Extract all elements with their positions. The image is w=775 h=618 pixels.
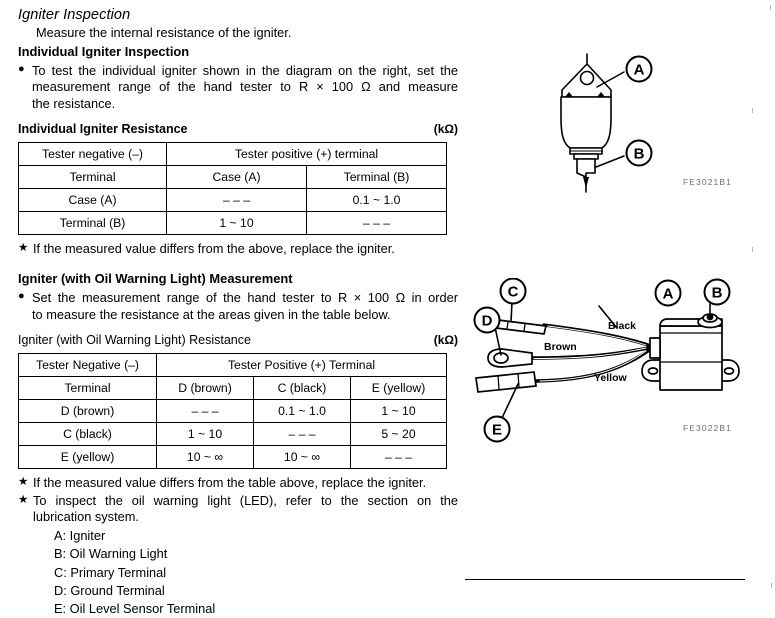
svg-text:C: C bbox=[507, 283, 519, 301]
figure-igniter-oil-warning-light bbox=[470, 278, 770, 443]
table-1-cell-1-0: 1 ~ 10 bbox=[167, 212, 307, 235]
table-2-col-header-0: D (brown) bbox=[157, 376, 254, 399]
table-1-cell-0-1: 0.1 ~ 1.0 bbox=[307, 189, 447, 212]
bullet-2-line-2: to measure the resistance at the areas given in the table below. bbox=[32, 306, 391, 322]
crop-tick-right-mid bbox=[752, 247, 753, 252]
crop-tick-right-upper bbox=[752, 108, 753, 113]
figure-1-code: FE3021B1 bbox=[683, 177, 732, 187]
svg-text:A: A bbox=[633, 61, 645, 79]
text-column bbox=[18, 6, 458, 618]
table-row bbox=[19, 189, 447, 212]
table-2-cell-0-1: 0.1 ~ 1.0 bbox=[254, 399, 351, 422]
table-row bbox=[19, 212, 447, 235]
bullet-dot-icon: ● bbox=[18, 62, 25, 75]
ground-terminal-d bbox=[488, 349, 532, 367]
legend-item-c: C: Primary Terminal bbox=[54, 564, 167, 580]
callout-e bbox=[485, 417, 510, 442]
note-3-line-2: lubrication system. bbox=[33, 509, 139, 525]
note-3-line-1: To inspect the oil warning light (LED), refer to the section on the bbox=[33, 492, 458, 508]
callout-c bbox=[501, 279, 526, 304]
primary-terminal-c bbox=[496, 320, 546, 334]
bullet-1-line-3: the resistance. bbox=[32, 96, 116, 112]
bullet-2-line-1: Set the measurement range of the hand tester to R × 100 Ω in order bbox=[32, 289, 458, 305]
legend-item-e: E: Oil Level Sensor Terminal bbox=[54, 600, 216, 616]
wire-label-yellow: Yellow bbox=[594, 372, 627, 384]
note-3 bbox=[18, 493, 458, 527]
figure-individual-igniter bbox=[540, 40, 775, 205]
table-2-cell-0-2: 1 ~ 10 bbox=[351, 399, 447, 422]
bullet-paragraph-2 bbox=[18, 290, 458, 324]
table-2-col-header-1: C (black) bbox=[254, 376, 351, 399]
table-row bbox=[19, 376, 447, 399]
bullet-paragraph-1 bbox=[18, 63, 458, 114]
table-1-caption: Individual Igniter Resistance bbox=[18, 122, 188, 137]
table-2-caption: Igniter (with Oil Warning Light) Resistance bbox=[18, 332, 251, 347]
wire-label-black: Black bbox=[608, 320, 637, 332]
star-icon: ★ bbox=[18, 242, 29, 255]
table-row bbox=[19, 445, 447, 468]
svg-text:D: D bbox=[481, 312, 493, 330]
table-1-col-header-0: Case (A) bbox=[167, 166, 307, 189]
note-1 bbox=[18, 241, 458, 258]
bullet-1-line-1: To test the individual igniter shown in the diagram on the right, set the bbox=[32, 62, 458, 78]
oil-warning-light-resistance-table bbox=[18, 353, 447, 469]
callout-legend bbox=[54, 527, 458, 618]
page-footer-rule bbox=[465, 579, 745, 580]
table-2-cell-1-0: 1 ~ 10 bbox=[157, 422, 254, 445]
table-2-col-header-2: E (yellow) bbox=[351, 376, 447, 399]
table-1-row-0-label: Case (A) bbox=[19, 189, 167, 212]
table-2-unit: (kΩ) bbox=[433, 332, 458, 347]
svg-text:A: A bbox=[662, 285, 674, 303]
table-1-row-1-label: Terminal (B) bbox=[19, 212, 167, 235]
wire-label-brown: Brown bbox=[544, 341, 577, 353]
note-1-text: If the measured value differs from the above, replace the igniter. bbox=[33, 241, 395, 257]
legend-item-d: D: Ground Terminal bbox=[54, 582, 165, 598]
table-2-row-1-label: C (black) bbox=[19, 422, 157, 445]
table-1-caption-row bbox=[18, 122, 458, 137]
svg-text:E: E bbox=[491, 421, 503, 439]
star-icon: ★ bbox=[18, 475, 29, 488]
intro-text: Measure the internal resistance of the igniter. bbox=[36, 25, 292, 41]
crop-tick-bottom-right bbox=[771, 583, 772, 588]
table-1-cell-1-1: – – – bbox=[307, 212, 447, 235]
table-1-header-right: Tester positive (+) terminal bbox=[167, 143, 447, 166]
note-2 bbox=[18, 475, 458, 492]
table-2-cell-2-0: 10 ~ ∞ bbox=[157, 445, 254, 468]
subsection-title-igniter-oil-warning-light: Igniter (with Oil Warning Light) Measurement bbox=[18, 271, 293, 287]
table-1-col-header-1: Terminal (B) bbox=[307, 166, 447, 189]
table-2-cell-2-2: – – – bbox=[351, 445, 447, 468]
table-1-subheader-left: Terminal bbox=[19, 166, 167, 189]
table-2-cell-2-1: 10 ~ ∞ bbox=[254, 445, 351, 468]
individual-igniter-resistance-table bbox=[18, 142, 447, 235]
star-icon: ★ bbox=[18, 493, 29, 506]
table-2-caption-row bbox=[18, 333, 458, 348]
figure-2-code: FE3022B1 bbox=[683, 423, 732, 433]
bullet-1-line-2: measurement range of the hand tester to R × 100 Ω and measure bbox=[32, 79, 458, 95]
callout-a bbox=[656, 281, 681, 306]
oil-warning-light-drawing bbox=[470, 278, 770, 443]
table-2-row-2-label: E (yellow) bbox=[19, 445, 157, 468]
table-row bbox=[19, 143, 447, 166]
terminal-stud-b bbox=[698, 314, 722, 328]
table-2-row-0-label: D (brown) bbox=[19, 399, 157, 422]
table-row bbox=[19, 399, 447, 422]
table-2-cell-1-2: 5 ~ 20 bbox=[351, 422, 447, 445]
table-1-header-left: Tester negative (–) bbox=[19, 143, 167, 166]
table-row bbox=[19, 166, 447, 189]
table-2-subheader-left: Terminal bbox=[19, 376, 157, 399]
legend-item-b: B: Oil Warning Light bbox=[54, 546, 168, 562]
legend-item-a: A: Igniter bbox=[54, 528, 106, 544]
svg-text:B: B bbox=[711, 284, 723, 302]
table-2-cell-0-0: – – – bbox=[157, 399, 254, 422]
individual-igniter-drawing bbox=[540, 40, 775, 205]
table-2-cell-1-1: – – – bbox=[254, 422, 351, 445]
table-1-cell-0-0: – – – bbox=[167, 189, 307, 212]
callout-a bbox=[627, 57, 652, 82]
note-2-text: If the measured value differs from the table above, replace the igniter. bbox=[33, 474, 427, 490]
subsection-title-individual-igniter-inspection: Individual Igniter Inspection bbox=[18, 43, 190, 59]
table-1-unit: (kΩ) bbox=[433, 122, 458, 137]
table-2-header-right: Tester Positive (+) Terminal bbox=[157, 353, 447, 376]
callout-b bbox=[705, 280, 730, 305]
callout-d bbox=[475, 308, 500, 333]
table-2-header-left: Tester Negative (–) bbox=[19, 353, 157, 376]
table-row bbox=[19, 353, 447, 376]
svg-text:B: B bbox=[633, 145, 645, 163]
oil-level-sensor-terminal-e bbox=[476, 372, 536, 392]
callout-b bbox=[627, 141, 652, 166]
bullet-dot-icon: ● bbox=[18, 289, 25, 302]
page-title: Igniter Inspection bbox=[18, 7, 131, 23]
table-row bbox=[19, 422, 447, 445]
crop-tick-top-right bbox=[770, 5, 771, 10]
